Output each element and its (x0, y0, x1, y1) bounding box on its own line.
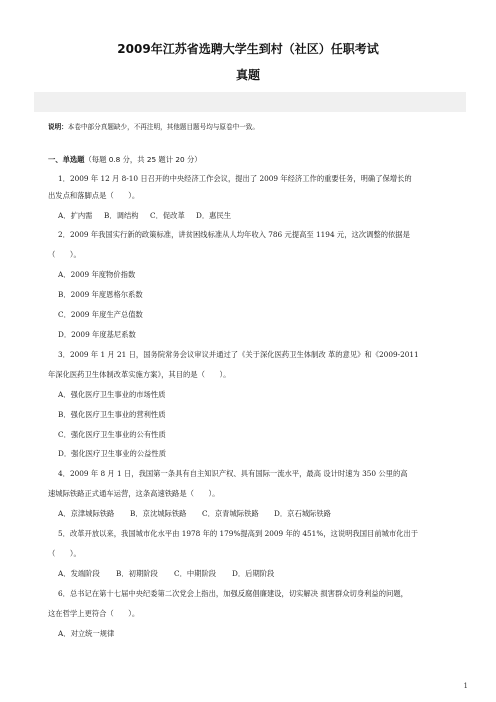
q5-option-b: B．初期阶段 (116, 569, 158, 578)
question-6-line-1: 6．总书记在第十七届中央纪委第二次党会上指出，加强反腐倡廉建设，切实解决 损害群众切身利益的问题， (58, 589, 408, 598)
note-label: 说明： (48, 123, 68, 131)
note-text: 本卷中部分真题缺少，不再注明，其他题目题号均与原卷中一致。 (67, 123, 259, 131)
question-5-options (58, 569, 274, 579)
q3-option-d: D．强化医疗卫生事业的公益性质 (58, 449, 167, 458)
q2-option-d: D．2009 年度基尼系数 (58, 330, 136, 339)
question-1-line-2: 出发点和落脚点是（ ）。 (48, 191, 140, 200)
q5-option-c: C．中期阶段 (174, 569, 217, 578)
q4-option-a: A．京津城际铁路 (58, 509, 115, 518)
header-band (34, 92, 466, 112)
question-3-line-1: 3．2009 年 1 月 21 日，国务院常务会议审议并通过了《关于深化医药卫生体制改 革的意见》和《2009-2011 (58, 350, 419, 359)
q3-option-c: C．强化医疗卫生事业的公有性质 (58, 430, 166, 439)
q1-option-a: A．扩内需 (58, 211, 93, 220)
document-title: 2009年江苏省选聘大学生到村（社区）任职考试 (117, 42, 379, 56)
q5-option-a: A．发端阶段 (58, 569, 100, 578)
question-5-line-2: （ ）。 (48, 549, 81, 558)
question-2-line-2: （ ）。 (48, 250, 81, 259)
q1-option-c: C．促改革 (150, 211, 185, 220)
q1-option-b: B．调结构 (104, 211, 139, 220)
q2-option-b: B．2009 年度恩格尔系数 (58, 290, 143, 299)
question-5-line-1: 5．改革开放以来，我国城市化水平由 1978 年的 179%提高到 2009 年的 451%，这说明我国目前城市化出于 (58, 529, 419, 538)
question-4-line-1: 4．2009 年 8 月 1 日，我国第一条具有自主知识产权、具有国际一流水平，最高 设计时速为 350 公里的高 (58, 469, 408, 478)
q5-option-d: D．后期阶段 (232, 569, 275, 578)
q3-option-a: A．强化医疗卫生事业的市场性质 (58, 390, 166, 399)
question-3-line-2: 年深化医药卫生体制改革实施方案》，其目的是（ ）。 (48, 370, 231, 379)
document-subtitle: 真题 (235, 68, 260, 82)
section-info: （每题 0.8 分，共 25 题计 20 分） (84, 155, 202, 164)
question-6-line-2: 这在哲学上更符合（ ）。 (48, 609, 140, 618)
page-number: 1 (463, 682, 468, 690)
q6-option-a: A．对立统一规律 (58, 629, 115, 638)
q4-option-b: B．京沈城际铁路 (130, 509, 187, 518)
q1-option-d: D．惠民生 (196, 211, 232, 220)
question-4-line-2: 速城际铁路正式通车运营，这条高速铁路是（ ）。 (48, 489, 220, 498)
q3-option-b: B．强化医疗卫生事业的营利性质 (58, 410, 166, 419)
section-heading (48, 155, 202, 165)
question-4-options (58, 509, 331, 519)
section-label: 一、单选题 (48, 155, 85, 164)
q4-option-d: D．京石城际铁路 (274, 509, 331, 518)
q2-option-c: C．2009 年度生产总值数 (58, 310, 143, 319)
question-1-options (58, 211, 231, 221)
question-1-line-1: 1．2009 年 12 月 8-10 日召开的中央经济工作会议，提出了 2009 年经济工作的重要任务，明确了保增长的 (58, 174, 412, 183)
q4-option-c: C．京青城际铁路 (202, 509, 259, 518)
exam-note (48, 121, 259, 131)
question-2-line-1: 2．2009 年我国实行新的政策标准，讲贫困线标准从人均年收入 786 元提高至 1194 元，这次调整的依据是 (58, 230, 410, 239)
q2-option-a: A．2009 年度物价指数 (58, 270, 136, 279)
